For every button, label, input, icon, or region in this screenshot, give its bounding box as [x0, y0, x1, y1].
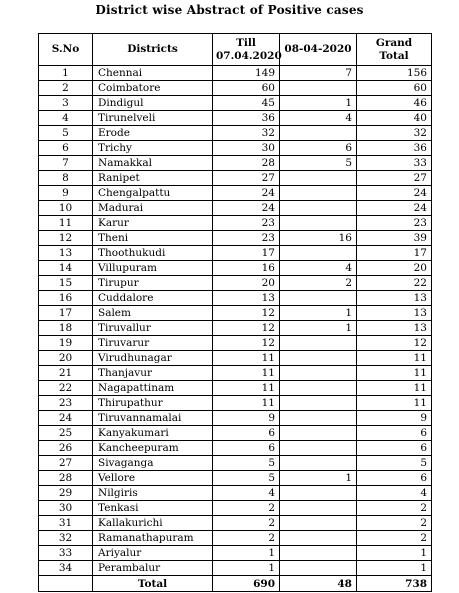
header-grand-line1: Grand	[375, 36, 413, 49]
row-sno: 21	[39, 366, 93, 381]
row-sno: 8	[39, 171, 93, 186]
row-sno: 1	[39, 66, 93, 81]
row-till: 27	[213, 171, 280, 186]
header-till-line2: 07.04.2020	[216, 49, 282, 62]
table-row	[39, 276, 432, 291]
row-sno: 14	[39, 261, 93, 276]
row-district: Tirupur	[93, 276, 213, 291]
row-sno: 22	[39, 381, 93, 396]
row-till: 36	[213, 111, 280, 126]
row-new	[280, 366, 357, 381]
row-total: 46	[357, 96, 432, 111]
table-row	[39, 261, 432, 276]
row-new	[280, 126, 357, 141]
row-sno: 7	[39, 156, 93, 171]
row-sno: 9	[39, 186, 93, 201]
total-row	[39, 576, 432, 592]
row-sno: 33	[39, 546, 93, 561]
district-cases-table	[38, 33, 432, 592]
row-till: 45	[213, 96, 280, 111]
row-district: Kanyakumari	[93, 426, 213, 441]
row-new: 6	[280, 141, 357, 156]
row-total: 4	[357, 486, 432, 501]
row-total: 6	[357, 471, 432, 486]
row-district: Sivaganga	[93, 456, 213, 471]
table-row	[39, 486, 432, 501]
row-till: 17	[213, 246, 280, 261]
row-district: Nagapattinam	[93, 381, 213, 396]
page-title: District wise Abstract of Positive cases	[95, 3, 364, 17]
row-new	[280, 381, 357, 396]
row-district: Virudhunagar	[93, 351, 213, 366]
row-district: Ranipet	[93, 171, 213, 186]
row-district: Madurai	[93, 201, 213, 216]
row-district: Thoothukudi	[93, 246, 213, 261]
row-total: 22	[357, 276, 432, 291]
row-total: 2	[357, 516, 432, 531]
row-sno: 16	[39, 291, 93, 306]
row-new	[280, 441, 357, 456]
row-till: 32	[213, 126, 280, 141]
table-row	[39, 141, 432, 156]
row-total: 9	[357, 411, 432, 426]
table-row	[39, 171, 432, 186]
row-till: 12	[213, 336, 280, 351]
table-row	[39, 366, 432, 381]
row-total: 27	[357, 171, 432, 186]
row-district: Trichy	[93, 141, 213, 156]
row-till: 23	[213, 216, 280, 231]
row-total: 24	[357, 186, 432, 201]
header-grand-total	[357, 34, 432, 66]
table-row	[39, 381, 432, 396]
row-district: Ariyalur	[93, 546, 213, 561]
row-district: Vellore	[93, 471, 213, 486]
row-district: Cuddalore	[93, 291, 213, 306]
table-row	[39, 306, 432, 321]
table-row	[39, 351, 432, 366]
row-new	[280, 171, 357, 186]
row-till: 9	[213, 411, 280, 426]
row-total: 156	[357, 66, 432, 81]
row-sno: 5	[39, 126, 93, 141]
table-header-row	[39, 34, 432, 66]
row-new	[280, 486, 357, 501]
table-row	[39, 531, 432, 546]
row-total: 60	[357, 81, 432, 96]
header-districts: Districts	[93, 34, 213, 66]
table-row	[39, 66, 432, 81]
row-sno: 12	[39, 231, 93, 246]
row-district: Tiruvannamalai	[93, 411, 213, 426]
row-till: 2	[213, 501, 280, 516]
row-district: Tenkasi	[93, 501, 213, 516]
row-district: Thanjavur	[93, 366, 213, 381]
table-row	[39, 246, 432, 261]
row-till: 13	[213, 291, 280, 306]
row-till: 2	[213, 531, 280, 546]
row-till: 12	[213, 306, 280, 321]
row-total: 13	[357, 291, 432, 306]
row-new	[280, 411, 357, 426]
row-new: 4	[280, 261, 357, 276]
row-new	[280, 561, 357, 576]
table-row	[39, 546, 432, 561]
row-till: 149	[213, 66, 280, 81]
row-total: 17	[357, 246, 432, 261]
row-district: Chennai	[93, 66, 213, 81]
total-sno-cell	[39, 576, 93, 592]
row-total: 2	[357, 501, 432, 516]
row-total: 12	[357, 336, 432, 351]
row-new: 1	[280, 96, 357, 111]
row-till: 16	[213, 261, 280, 276]
row-sno: 32	[39, 531, 93, 546]
row-district: Namakkal	[93, 156, 213, 171]
row-sno: 11	[39, 216, 93, 231]
table-row	[39, 201, 432, 216]
row-till: 11	[213, 396, 280, 411]
row-sno: 28	[39, 471, 93, 486]
row-total: 13	[357, 321, 432, 336]
row-till: 30	[213, 141, 280, 156]
row-total: 11	[357, 366, 432, 381]
row-total: 39	[357, 231, 432, 246]
row-total: 6	[357, 426, 432, 441]
table-row	[39, 411, 432, 426]
row-new	[280, 456, 357, 471]
total-grand: 738	[357, 576, 432, 592]
row-sno: 30	[39, 501, 93, 516]
row-till: 12	[213, 321, 280, 336]
row-till: 6	[213, 441, 280, 456]
row-new: 4	[280, 111, 357, 126]
table-row	[39, 426, 432, 441]
row-total: 32	[357, 126, 432, 141]
row-total: 1	[357, 561, 432, 576]
row-district: Chengalpattu	[93, 186, 213, 201]
row-till: 20	[213, 276, 280, 291]
table-row	[39, 516, 432, 531]
row-sno: 2	[39, 81, 93, 96]
table-row	[39, 81, 432, 96]
row-district: Kancheepuram	[93, 441, 213, 456]
row-district: Thirupathur	[93, 396, 213, 411]
row-new	[280, 201, 357, 216]
row-district: Tiruvallur	[93, 321, 213, 336]
row-district: Villupuram	[93, 261, 213, 276]
row-total: 2	[357, 531, 432, 546]
row-sno: 34	[39, 561, 93, 576]
row-new: 5	[280, 156, 357, 171]
row-sno: 10	[39, 201, 93, 216]
table-row	[39, 96, 432, 111]
table-row	[39, 216, 432, 231]
row-district: Tirunelveli	[93, 111, 213, 126]
row-new: 1	[280, 321, 357, 336]
total-till: 690	[213, 576, 280, 592]
row-total: 33	[357, 156, 432, 171]
row-sno: 31	[39, 516, 93, 531]
header-new-date: 08-04-2020	[280, 34, 357, 66]
row-till: 11	[213, 351, 280, 366]
row-till: 4	[213, 486, 280, 501]
row-total: 5	[357, 456, 432, 471]
header-grand-line2: Total	[379, 49, 409, 62]
row-new	[280, 186, 357, 201]
row-till: 60	[213, 81, 280, 96]
row-district: Karur	[93, 216, 213, 231]
table-row	[39, 336, 432, 351]
row-sno: 26	[39, 441, 93, 456]
row-sno: 25	[39, 426, 93, 441]
row-new	[280, 216, 357, 231]
row-sno: 18	[39, 321, 93, 336]
table-row	[39, 231, 432, 246]
row-district: Kallakurichi	[93, 516, 213, 531]
row-total: 6	[357, 441, 432, 456]
row-till: 5	[213, 471, 280, 486]
row-new	[280, 426, 357, 441]
row-district: Salem	[93, 306, 213, 321]
row-total: 23	[357, 216, 432, 231]
row-sno: 4	[39, 111, 93, 126]
row-total: 11	[357, 381, 432, 396]
row-total: 36	[357, 141, 432, 156]
row-new	[280, 351, 357, 366]
row-total: 13	[357, 306, 432, 321]
row-sno: 15	[39, 276, 93, 291]
row-till: 24	[213, 201, 280, 216]
row-sno: 24	[39, 411, 93, 426]
header-sno: S.No	[39, 34, 93, 66]
row-new	[280, 81, 357, 96]
row-sno: 20	[39, 351, 93, 366]
table-row	[39, 186, 432, 201]
row-new: 1	[280, 471, 357, 486]
row-district: Nilgiris	[93, 486, 213, 501]
row-district: Coimbatore	[93, 81, 213, 96]
row-sno: 13	[39, 246, 93, 261]
row-district: Dindigul	[93, 96, 213, 111]
row-sno: 29	[39, 486, 93, 501]
row-total: 11	[357, 351, 432, 366]
row-new: 16	[280, 231, 357, 246]
total-label: Total	[93, 576, 213, 592]
row-till: 24	[213, 186, 280, 201]
row-total: 1	[357, 546, 432, 561]
table-row	[39, 561, 432, 576]
row-till: 23	[213, 231, 280, 246]
row-new	[280, 516, 357, 531]
row-district: Tiruvarur	[93, 336, 213, 351]
row-district: Ramanathapuram	[93, 531, 213, 546]
row-till: 6	[213, 426, 280, 441]
table-row	[39, 156, 432, 171]
row-sno: 3	[39, 96, 93, 111]
row-total: 24	[357, 201, 432, 216]
row-sno: 19	[39, 336, 93, 351]
row-sno: 23	[39, 396, 93, 411]
table-row	[39, 456, 432, 471]
table-row	[39, 111, 432, 126]
row-till: 11	[213, 381, 280, 396]
row-district: Perambalur	[93, 561, 213, 576]
table-row	[39, 441, 432, 456]
row-new	[280, 246, 357, 261]
row-till: 28	[213, 156, 280, 171]
row-new	[280, 546, 357, 561]
row-new: 1	[280, 306, 357, 321]
row-till: 1	[213, 546, 280, 561]
table-row	[39, 501, 432, 516]
header-till-line1: Till	[236, 36, 256, 49]
row-new	[280, 336, 357, 351]
row-district: Theni	[93, 231, 213, 246]
table-row	[39, 396, 432, 411]
row-sno: 6	[39, 141, 93, 156]
table-row	[39, 471, 432, 486]
table-row	[39, 291, 432, 306]
table-body	[39, 66, 432, 576]
row-new: 7	[280, 66, 357, 81]
row-new	[280, 396, 357, 411]
row-new	[280, 501, 357, 516]
row-district: Erode	[93, 126, 213, 141]
row-till: 11	[213, 366, 280, 381]
row-sno: 17	[39, 306, 93, 321]
row-sno: 27	[39, 456, 93, 471]
row-total: 40	[357, 111, 432, 126]
row-new	[280, 291, 357, 306]
header-till-date	[213, 34, 280, 66]
row-total: 11	[357, 396, 432, 411]
total-new: 48	[280, 576, 357, 592]
table-row	[39, 126, 432, 141]
row-till: 1	[213, 561, 280, 576]
table-row	[39, 321, 432, 336]
row-till: 2	[213, 516, 280, 531]
row-new	[280, 531, 357, 546]
row-new: 2	[280, 276, 357, 291]
row-total: 20	[357, 261, 432, 276]
row-till: 5	[213, 456, 280, 471]
